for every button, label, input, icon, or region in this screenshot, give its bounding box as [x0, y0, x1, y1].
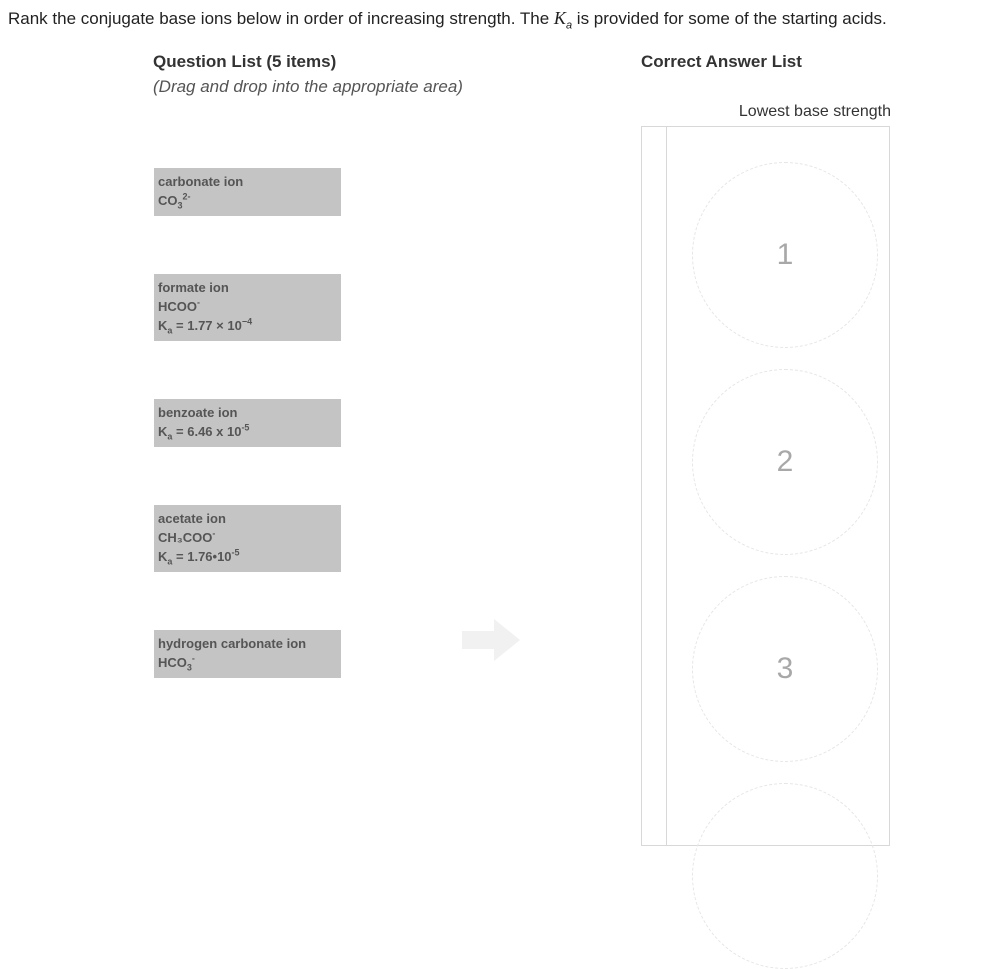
item-name: acetate ion: [158, 511, 226, 526]
drop-slot-2[interactable]: [692, 369, 878, 555]
prompt-k-subscript: a: [565, 19, 573, 32]
item-formula: CH₃COO-: [158, 528, 216, 545]
item-name: benzoate ion: [158, 405, 238, 420]
slot-number: 2: [776, 445, 794, 478]
lowest-strength-label: Lowest base strength: [738, 103, 891, 120]
question-list-hint: (Drag and drop into the appropriate area): [153, 77, 463, 96]
item-name: hydrogen carbonate ion: [158, 636, 307, 651]
ranking-rail: [666, 127, 667, 845]
prompt-k-symbol: K: [553, 8, 566, 28]
draggable-item-carbonate[interactable]: [154, 168, 341, 216]
question-prompt: [8, 7, 978, 36]
item-ka: $K_a$ = $1.76•10^{-5}$: [158, 547, 240, 567]
prompt-text-start: Rank the conjugate base ions below in order of increasing strength. The: [8, 9, 554, 28]
slot-number: 3: [776, 652, 794, 685]
draggable-item-benzoate[interactable]: [154, 399, 341, 447]
question-list-title: Question List (5 items): [153, 52, 337, 71]
draggable-item-hydrogen-carbonate[interactable]: [154, 630, 341, 678]
prompt-text-end: is provided for some of the starting acids.: [572, 9, 887, 28]
drop-slot-3[interactable]: [692, 576, 878, 762]
slot-number: 1: [776, 238, 794, 271]
item-formula: HCOO-: [158, 297, 200, 314]
item-formula: $HCO_3^-$: [158, 653, 195, 673]
item-name: carbonate ion: [158, 174, 244, 189]
arrow-right-icon: [462, 617, 522, 663]
draggable-item-formate[interactable]: [154, 274, 341, 341]
drop-slot-4[interactable]: [692, 783, 878, 969]
item-ka: $K_a = 6.46$ x $10^{-5}$: [158, 422, 250, 442]
item-name: formate ion: [158, 280, 229, 295]
answer-list-title: Correct Answer List: [641, 52, 802, 71]
item-formula: $CO_3^{2-}$: [158, 191, 191, 211]
drop-slot-1[interactable]: [692, 162, 878, 348]
draggable-item-acetate[interactable]: [154, 505, 341, 572]
item-ka: $K_a = 1.77 \times 10^{-4}$: [158, 316, 253, 336]
